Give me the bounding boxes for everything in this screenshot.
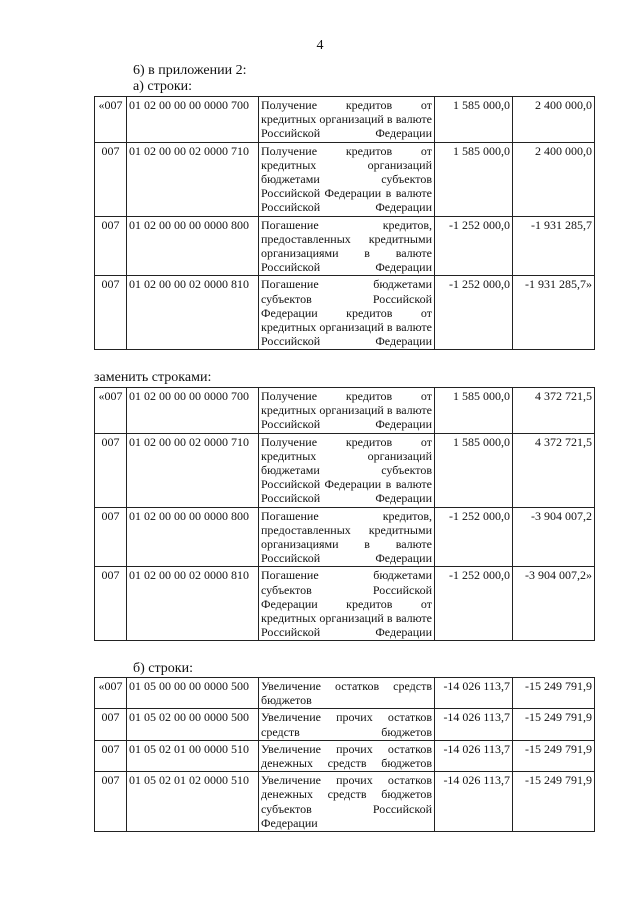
amount-1-cell: -14 026 113,7 — [435, 709, 513, 740]
table-row — [95, 433, 595, 507]
row-code-cell: 007 — [95, 772, 127, 832]
amount-2-cell: -15 249 791,9 — [513, 772, 595, 832]
amount-1-cell: -1 252 000,0 — [435, 567, 513, 641]
row-name-cell: Погашение кредитов, предоставленных кредитными организациями в валюте Российской Федерации — [259, 216, 435, 276]
amount-2-cell: 4 372 721,5 — [513, 433, 595, 507]
budget-code-cell: 01 05 00 00 00 0000 500 — [127, 678, 259, 709]
row-code-cell: 007 — [95, 276, 127, 350]
amount-2-cell: -15 249 791,9 — [513, 740, 595, 771]
budget-code-cell: 01 02 00 00 02 0000 710 — [127, 142, 259, 216]
amount-2-cell: -1 931 285,7» — [513, 276, 595, 350]
row-code-cell: «007 — [95, 388, 127, 434]
table-row — [95, 388, 595, 434]
table-row — [95, 142, 595, 216]
budget-code-cell: 01 05 02 01 02 0000 510 — [127, 772, 259, 832]
table-row — [95, 276, 595, 350]
row-name-cell: Увеличение прочих остатков денежных средств бюджетов субъектов Российской Федерации — [259, 772, 435, 832]
row-name-cell: Получение кредитов от кредитных организаций в валюте Российской Федерации — [259, 97, 435, 143]
row-name-cell: Погашение бюджетами субъектов Российской Федерации кредитов от кредитных организаций в валюте Российской Федерации — [259, 567, 435, 641]
amount-2-cell: 4 372 721,5 — [513, 388, 595, 434]
replace-with-label: заменить строками: — [94, 370, 212, 385]
amount-2-cell: -15 249 791,9 — [513, 709, 595, 740]
row-code-cell: 007 — [95, 216, 127, 276]
budget-code-cell: 01 02 00 00 02 0000 710 — [127, 433, 259, 507]
amount-2-cell: 2 400 000,0 — [513, 97, 595, 143]
row-name-cell: Получение кредитов от кредитных организаций в валюте Российской Федерации — [259, 388, 435, 434]
amount-1-cell: -14 026 113,7 — [435, 740, 513, 771]
section-heading: 6) в приложении 2: — [133, 63, 247, 78]
amount-1-cell: -14 026 113,7 — [435, 678, 513, 709]
amount-2-cell: -15 249 791,9 — [513, 678, 595, 709]
lines-table-a — [94, 96, 595, 350]
amount-1-cell: -1 252 000,0 — [435, 507, 513, 567]
table-row — [95, 97, 595, 143]
budget-code-cell: 01 02 00 00 00 0000 800 — [127, 507, 259, 567]
amount-1-cell: -14 026 113,7 — [435, 772, 513, 832]
row-name-cell: Погашение кредитов, предоставленных кредитными организациями в валюте Российской Федерации — [259, 507, 435, 567]
amount-1-cell: 1 585 000,0 — [435, 388, 513, 434]
row-code-cell: 007 — [95, 142, 127, 216]
table-row — [95, 740, 595, 771]
budget-code-cell: 01 02 00 00 02 0000 810 — [127, 567, 259, 641]
replacement-lines-table — [94, 387, 595, 641]
table-row — [95, 678, 595, 709]
table-row — [95, 567, 595, 641]
page-number: 4 — [316, 38, 324, 53]
row-name-cell: Увеличение прочих остатков средств бюджетов — [259, 709, 435, 740]
row-code-cell: 007 — [95, 507, 127, 567]
amount-1-cell: 1 585 000,0 — [435, 433, 513, 507]
row-code-cell: 007 — [95, 740, 127, 771]
row-name-cell: Погашение бюджетами субъектов Российской Федерации кредитов от кредитных организаций в валюте Российской Федерации — [259, 276, 435, 350]
budget-code-cell: 01 02 00 00 00 0000 800 — [127, 216, 259, 276]
amount-2-cell: -1 931 285,7 — [513, 216, 595, 276]
budget-code-cell: 01 05 02 00 00 0000 500 — [127, 709, 259, 740]
row-name-cell: Получение кредитов от кредитных организаций бюджетами субъектов Российской Федерации в валюте Российской Федерации — [259, 142, 435, 216]
amount-2-cell: -3 904 007,2 — [513, 507, 595, 567]
amount-1-cell: -1 252 000,0 — [435, 276, 513, 350]
row-name-cell: Увеличение прочих остатков денежных средств бюджетов — [259, 740, 435, 771]
table-row — [95, 772, 595, 832]
row-code-cell: 007 — [95, 433, 127, 507]
table-row — [95, 709, 595, 740]
budget-code-cell: 01 02 00 00 00 0000 700 — [127, 388, 259, 434]
amount-1-cell: -1 252 000,0 — [435, 216, 513, 276]
amount-1-cell: 1 585 000,0 — [435, 97, 513, 143]
row-code-cell: «007 — [95, 678, 127, 709]
amount-2-cell: -3 904 007,2» — [513, 567, 595, 641]
budget-code-cell: 01 02 00 00 02 0000 810 — [127, 276, 259, 350]
subsection-a-label: а) строки: — [133, 79, 193, 94]
table-row — [95, 507, 595, 567]
row-name-cell: Увеличение остатков средств бюджетов — [259, 678, 435, 709]
row-code-cell: 007 — [95, 709, 127, 740]
row-code-cell: 007 — [95, 567, 127, 641]
amount-1-cell: 1 585 000,0 — [435, 142, 513, 216]
amount-2-cell: 2 400 000,0 — [513, 142, 595, 216]
table-row — [95, 216, 595, 276]
budget-code-cell: 01 05 02 01 00 0000 510 — [127, 740, 259, 771]
row-name-cell: Получение кредитов от кредитных организаций бюджетами субъектов Российской Федерации в валюте Российской Федерации — [259, 433, 435, 507]
lines-table-b — [94, 677, 595, 832]
budget-code-cell: 01 02 00 00 00 0000 700 — [127, 97, 259, 143]
subsection-b-label: б) строки: — [133, 661, 193, 676]
row-code-cell: «007 — [95, 97, 127, 143]
